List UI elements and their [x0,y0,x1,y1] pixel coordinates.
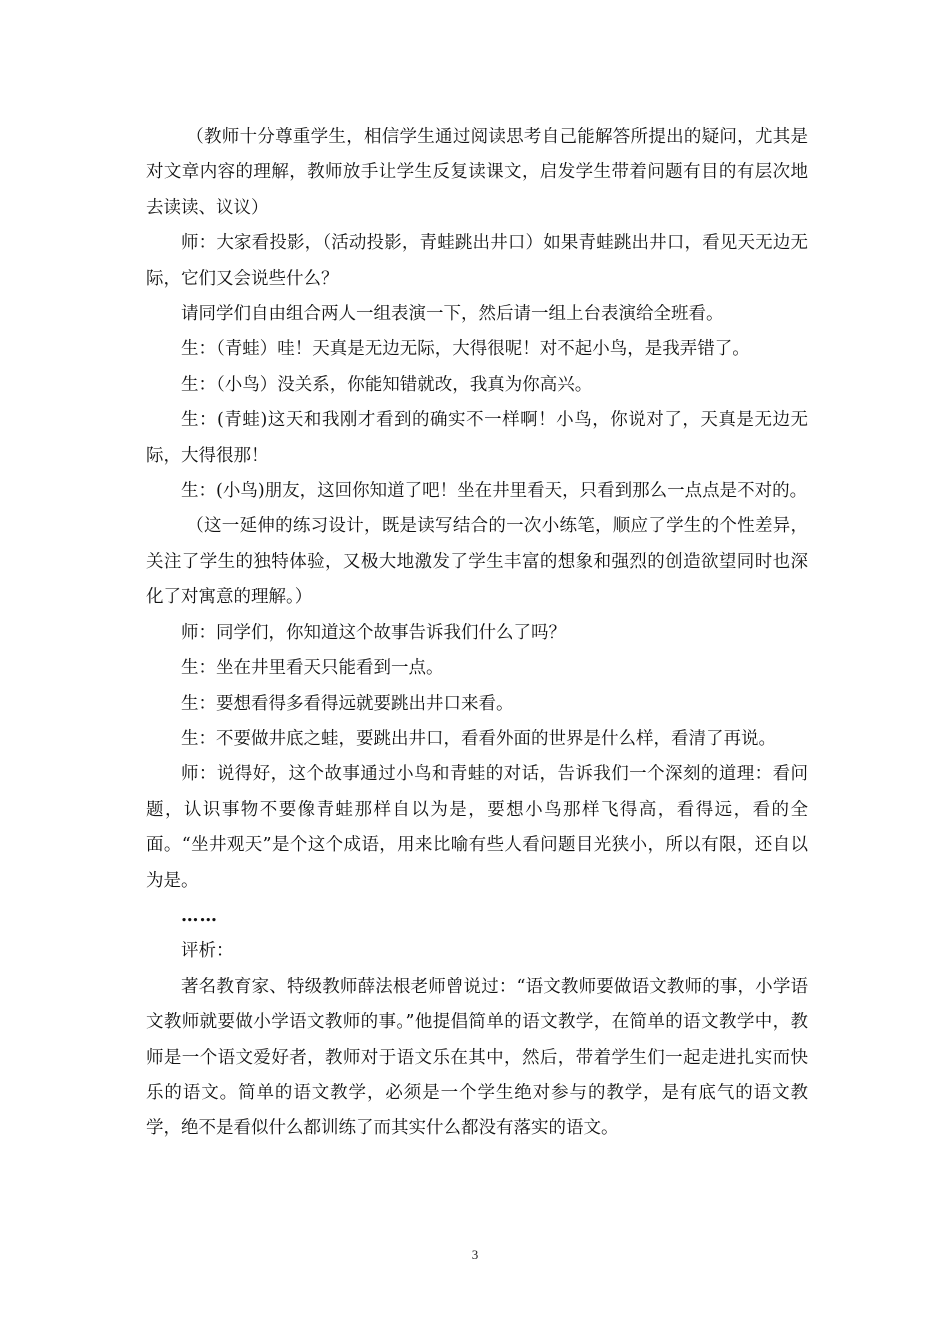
document-body [146,120,808,1147]
dialogue-paragraph: 生：(小鸟)朋友，这回你知道了吧！坐在井里看天，只看到那么一点点是不对的。 [181,481,808,502]
commentary-paragraph: 著名教育家、特级教师薛法根老师曾说过：“语文教师要做语文教师的事，小学语文教师就要做小学语文教师的事。”他提倡简单的语文教学，在简单的语文教学中，教师是一个语文爱好者，教师对于语文乐在其中，然后，带着学生们一起走进扎实而快乐的语文。简单的语文教学，必须是一个学生绝对参与的教学，是有底气的语文教学，绝不是看似什么都训练了而其实什么都没有落实的语文。 [146,976,808,1139]
ellipsis-marker: …… [181,905,218,926]
design-note-paragraph: （这一延伸的练习设计，既是读写结合的一次小练笔，顺应了学生的个性差异，关注了学生的独特体验，又极大地激发了学生丰富的想象和强烈的创造欲望同时也深化了对寓意的理解。） [146,516,808,608]
teacher-note-paragraph: （教师十分尊重学生，相信学生通过阅读思考自己能解答所提出的疑问，尤其是对文章内容的理解，教师放手让学生反复读课文，启发学生带着问题有目的有层次地去读读、议议） [146,127,808,218]
dialogue-paragraph: 生：坐在井里看天只能看到一点。 [181,658,444,679]
dialogue-paragraph: 师：大家看投影，（活动投影，青蛙跳出井口）如果青蛙跳出井口，看见天无边无际，它们又会说些什么？ [146,233,808,289]
dialogue-paragraph: 生：（青蛙）哇！天真是无边无际，大得很呢！对不起小鸟，是我弄错了。 [181,339,750,360]
dialogue-paragraph: 师：说得好，这个故事通过小鸟和青蛙的对话，告诉我们一个深刻的道理：看问题，认识事物不要像青蛙那样自以为是，要想小鸟那样飞得高，看得远，看的全面。“坐井观天”是个这个成语，用来比喻有些人看问题目光狭小，所以有限，还自以为是。 [146,764,808,891]
commentary-heading: 评析： [181,941,234,962]
dialogue-paragraph: 生：(青蛙)这天和我刚才看到的确实不一样啊！小鸟，你说对了，天真是无边无际，大得很那！ [146,410,808,466]
dialogue-paragraph: 生：不要做井底之蛙，要跳出井口，看看外面的世界是什么样，看清了再说。 [181,728,776,749]
dialogue-paragraph: 生：要想看得多看得远就要跳出井口来看。 [181,693,514,714]
dialogue-paragraph: 生：（小鸟）没关系，你能知错就改，我真为你高兴。 [181,374,593,395]
dialogue-paragraph: 师：同学们，你知道这个故事告诉我们什么了吗？ [181,622,566,643]
instruction-paragraph: 请同学们自由组合两人一组表演一下，然后请一组上台表演给全班看。 [181,304,724,325]
page-number: 3 [471,1247,479,1262]
